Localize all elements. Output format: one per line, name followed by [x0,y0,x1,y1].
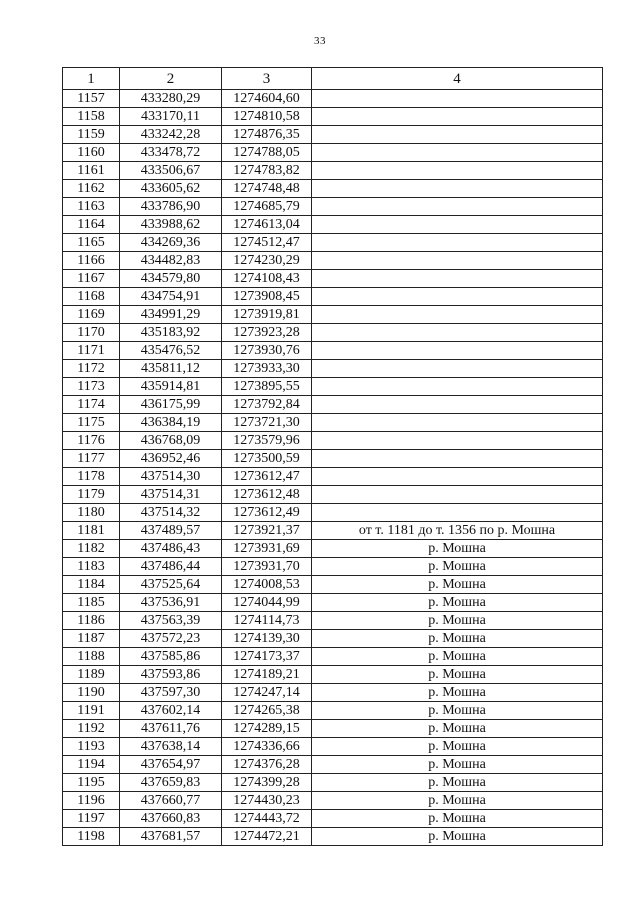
description-cell [312,396,603,414]
x-coordinate-cell: 434269,36 [120,234,222,252]
point-number-cell: 1182 [63,540,120,558]
table-row [63,738,603,756]
table-row [63,594,603,612]
description-cell [312,288,603,306]
x-coordinate-cell: 434482,83 [120,252,222,270]
table-row [63,324,603,342]
description-cell [312,90,603,108]
point-number-cell: 1180 [63,504,120,522]
description-cell: р. Мошна [312,756,603,774]
point-number-cell: 1165 [63,234,120,252]
table-row [63,702,603,720]
point-number-cell: 1171 [63,342,120,360]
y-coordinate-cell: 1273931,69 [222,540,312,558]
description-cell [312,270,603,288]
table-row [63,684,603,702]
y-coordinate-cell: 1274173,37 [222,648,312,666]
table-row [63,450,603,468]
y-coordinate-cell: 1274265,38 [222,702,312,720]
column-header-description: 4 [312,68,603,90]
point-number-cell: 1178 [63,468,120,486]
x-coordinate-cell: 437602,14 [120,702,222,720]
x-coordinate-cell: 435811,12 [120,360,222,378]
x-coordinate-cell: 434579,80 [120,270,222,288]
table-row [63,756,603,774]
x-coordinate-cell: 435183,92 [120,324,222,342]
y-coordinate-cell: 1274289,15 [222,720,312,738]
table-row [63,162,603,180]
x-coordinate-cell: 433170,11 [120,108,222,126]
description-cell [312,198,603,216]
description-cell [312,234,603,252]
table-row [63,90,603,108]
y-coordinate-cell: 1274613,04 [222,216,312,234]
description-cell [312,252,603,270]
y-coordinate-cell: 1273612,49 [222,504,312,522]
table-row [63,126,603,144]
y-coordinate-cell: 1274685,79 [222,198,312,216]
y-coordinate-cell: 1273908,45 [222,288,312,306]
description-cell [312,504,603,522]
point-number-cell: 1174 [63,396,120,414]
x-coordinate-cell: 433786,90 [120,198,222,216]
table-row [63,198,603,216]
x-coordinate-cell: 434991,29 [120,306,222,324]
column-header-point: 1 [63,68,120,90]
y-coordinate-cell: 1273579,96 [222,432,312,450]
description-cell: р. Мошна [312,792,603,810]
point-number-cell: 1183 [63,558,120,576]
description-cell: р. Мошна [312,702,603,720]
x-coordinate-cell: 437660,77 [120,792,222,810]
description-cell: р. Мошна [312,594,603,612]
y-coordinate-cell: 1274783,82 [222,162,312,180]
table-row [63,612,603,630]
x-coordinate-cell: 437486,44 [120,558,222,576]
point-number-cell: 1164 [63,216,120,234]
column-header-y: 3 [222,68,312,90]
table-row [63,378,603,396]
point-number-cell: 1187 [63,630,120,648]
x-coordinate-cell: 433988,62 [120,216,222,234]
description-cell [312,126,603,144]
x-coordinate-cell: 437572,23 [120,630,222,648]
y-coordinate-cell: 1273721,30 [222,414,312,432]
page-number: 33 [314,35,326,47]
y-coordinate-cell: 1273895,55 [222,378,312,396]
table-row [63,216,603,234]
y-coordinate-cell: 1273919,81 [222,306,312,324]
point-number-cell: 1159 [63,126,120,144]
y-coordinate-cell: 1273933,30 [222,360,312,378]
table-row [63,720,603,738]
y-coordinate-cell: 1274114,73 [222,612,312,630]
point-number-cell: 1197 [63,810,120,828]
point-number-cell: 1196 [63,792,120,810]
x-coordinate-cell: 437611,76 [120,720,222,738]
y-coordinate-cell: 1273612,47 [222,468,312,486]
point-number-cell: 1169 [63,306,120,324]
description-cell [312,378,603,396]
point-number-cell: 1177 [63,450,120,468]
table-row [63,648,603,666]
point-number-cell: 1157 [63,90,120,108]
point-number-cell: 1191 [63,702,120,720]
y-coordinate-cell: 1273923,28 [222,324,312,342]
table-row [63,270,603,288]
x-coordinate-cell: 437681,57 [120,828,222,846]
point-number-cell: 1185 [63,594,120,612]
y-coordinate-cell: 1274399,28 [222,774,312,792]
y-coordinate-cell: 1274230,29 [222,252,312,270]
x-coordinate-cell: 435914,81 [120,378,222,396]
table-header-row [63,68,603,90]
x-coordinate-cell: 437536,91 [120,594,222,612]
point-number-cell: 1158 [63,108,120,126]
point-number-cell: 1162 [63,180,120,198]
point-number-cell: 1189 [63,666,120,684]
table-row [63,180,603,198]
description-cell [312,162,603,180]
point-number-cell: 1170 [63,324,120,342]
point-number-cell: 1193 [63,738,120,756]
y-coordinate-cell: 1273930,76 [222,342,312,360]
description-cell: р. Мошна [312,540,603,558]
description-cell [312,468,603,486]
y-coordinate-cell: 1274336,66 [222,738,312,756]
point-number-cell: 1194 [63,756,120,774]
x-coordinate-cell: 433242,28 [120,126,222,144]
description-cell: р. Мошна [312,774,603,792]
table-row [63,828,603,846]
description-cell: р. Мошна [312,720,603,738]
x-coordinate-cell: 437525,64 [120,576,222,594]
column-header-x: 2 [120,68,222,90]
table-row [63,558,603,576]
description-cell [312,324,603,342]
table-row [63,486,603,504]
y-coordinate-cell: 1274604,60 [222,90,312,108]
description-cell [312,306,603,324]
description-cell: р. Мошна [312,558,603,576]
y-coordinate-cell: 1273792,84 [222,396,312,414]
y-coordinate-cell: 1274472,21 [222,828,312,846]
x-coordinate-cell: 437660,83 [120,810,222,828]
y-coordinate-cell: 1274788,05 [222,144,312,162]
x-coordinate-cell: 437514,32 [120,504,222,522]
table-row [63,504,603,522]
x-coordinate-cell: 435476,52 [120,342,222,360]
x-coordinate-cell: 437514,30 [120,468,222,486]
point-number-cell: 1163 [63,198,120,216]
y-coordinate-cell: 1274139,30 [222,630,312,648]
table-row [63,630,603,648]
y-coordinate-cell: 1274512,47 [222,234,312,252]
table-row [63,288,603,306]
point-number-cell: 1176 [63,432,120,450]
description-cell [312,450,603,468]
x-coordinate-cell: 437585,86 [120,648,222,666]
point-number-cell: 1160 [63,144,120,162]
table-row [63,432,603,450]
x-coordinate-cell: 433605,62 [120,180,222,198]
x-coordinate-cell: 437659,83 [120,774,222,792]
point-number-cell: 1186 [63,612,120,630]
description-cell [312,342,603,360]
point-number-cell: 1190 [63,684,120,702]
description-cell [312,180,603,198]
table-row [63,522,603,540]
y-coordinate-cell: 1274008,53 [222,576,312,594]
description-cell: р. Мошна [312,648,603,666]
table-row [63,234,603,252]
x-coordinate-cell: 437597,30 [120,684,222,702]
y-coordinate-cell: 1274430,23 [222,792,312,810]
description-cell: р. Мошна [312,612,603,630]
description-cell [312,108,603,126]
point-number-cell: 1192 [63,720,120,738]
table-row [63,306,603,324]
description-cell [312,414,603,432]
table-row [63,774,603,792]
x-coordinate-cell: 437514,31 [120,486,222,504]
table-row [63,144,603,162]
description-cell: р. Мошна [312,828,603,846]
point-number-cell: 1179 [63,486,120,504]
y-coordinate-cell: 1274748,48 [222,180,312,198]
description-cell: р. Мошна [312,738,603,756]
description-cell: р. Мошна [312,576,603,594]
point-number-cell: 1188 [63,648,120,666]
y-coordinate-cell: 1273500,59 [222,450,312,468]
table-row [63,468,603,486]
x-coordinate-cell: 434754,91 [120,288,222,306]
table-row [63,576,603,594]
point-number-cell: 1161 [63,162,120,180]
description-cell [312,486,603,504]
x-coordinate-cell: 436175,99 [120,396,222,414]
x-coordinate-cell: 437654,97 [120,756,222,774]
point-number-cell: 1198 [63,828,120,846]
description-cell [312,360,603,378]
y-coordinate-cell: 1273921,37 [222,522,312,540]
x-coordinate-cell: 437486,43 [120,540,222,558]
point-number-cell: 1168 [63,288,120,306]
table-row [63,810,603,828]
y-coordinate-cell: 1274376,28 [222,756,312,774]
x-coordinate-cell: 436768,09 [120,432,222,450]
point-number-cell: 1195 [63,774,120,792]
point-number-cell: 1173 [63,378,120,396]
y-coordinate-cell: 1274189,21 [222,666,312,684]
y-coordinate-cell: 1273612,48 [222,486,312,504]
y-coordinate-cell: 1274810,58 [222,108,312,126]
y-coordinate-cell: 1274247,14 [222,684,312,702]
x-coordinate-cell: 433478,72 [120,144,222,162]
description-cell: р. Мошна [312,810,603,828]
x-coordinate-cell: 437563,39 [120,612,222,630]
table-row [63,396,603,414]
coordinates-table [62,67,603,846]
x-coordinate-cell: 433280,29 [120,90,222,108]
point-number-cell: 1167 [63,270,120,288]
y-coordinate-cell: 1274876,35 [222,126,312,144]
table-row [63,414,603,432]
y-coordinate-cell: 1274443,72 [222,810,312,828]
table-row [63,540,603,558]
x-coordinate-cell: 433506,67 [120,162,222,180]
description-cell: от т. 1181 до т. 1356 по р. Мошна [312,522,603,540]
table-row [63,360,603,378]
point-number-cell: 1181 [63,522,120,540]
description-cell [312,216,603,234]
table-body [63,90,603,846]
x-coordinate-cell: 437638,14 [120,738,222,756]
x-coordinate-cell: 436952,46 [120,450,222,468]
description-cell [312,144,603,162]
x-coordinate-cell: 436384,19 [120,414,222,432]
table-row [63,792,603,810]
table-row [63,342,603,360]
y-coordinate-cell: 1273931,70 [222,558,312,576]
description-cell [312,432,603,450]
point-number-cell: 1166 [63,252,120,270]
y-coordinate-cell: 1274108,43 [222,270,312,288]
description-cell: р. Мошна [312,684,603,702]
x-coordinate-cell: 437489,57 [120,522,222,540]
table-row [63,252,603,270]
description-cell: р. Мошна [312,630,603,648]
point-number-cell: 1172 [63,360,120,378]
description-cell: р. Мошна [312,666,603,684]
x-coordinate-cell: 437593,86 [120,666,222,684]
table-row [63,108,603,126]
y-coordinate-cell: 1274044,99 [222,594,312,612]
table-row [63,666,603,684]
point-number-cell: 1184 [63,576,120,594]
point-number-cell: 1175 [63,414,120,432]
